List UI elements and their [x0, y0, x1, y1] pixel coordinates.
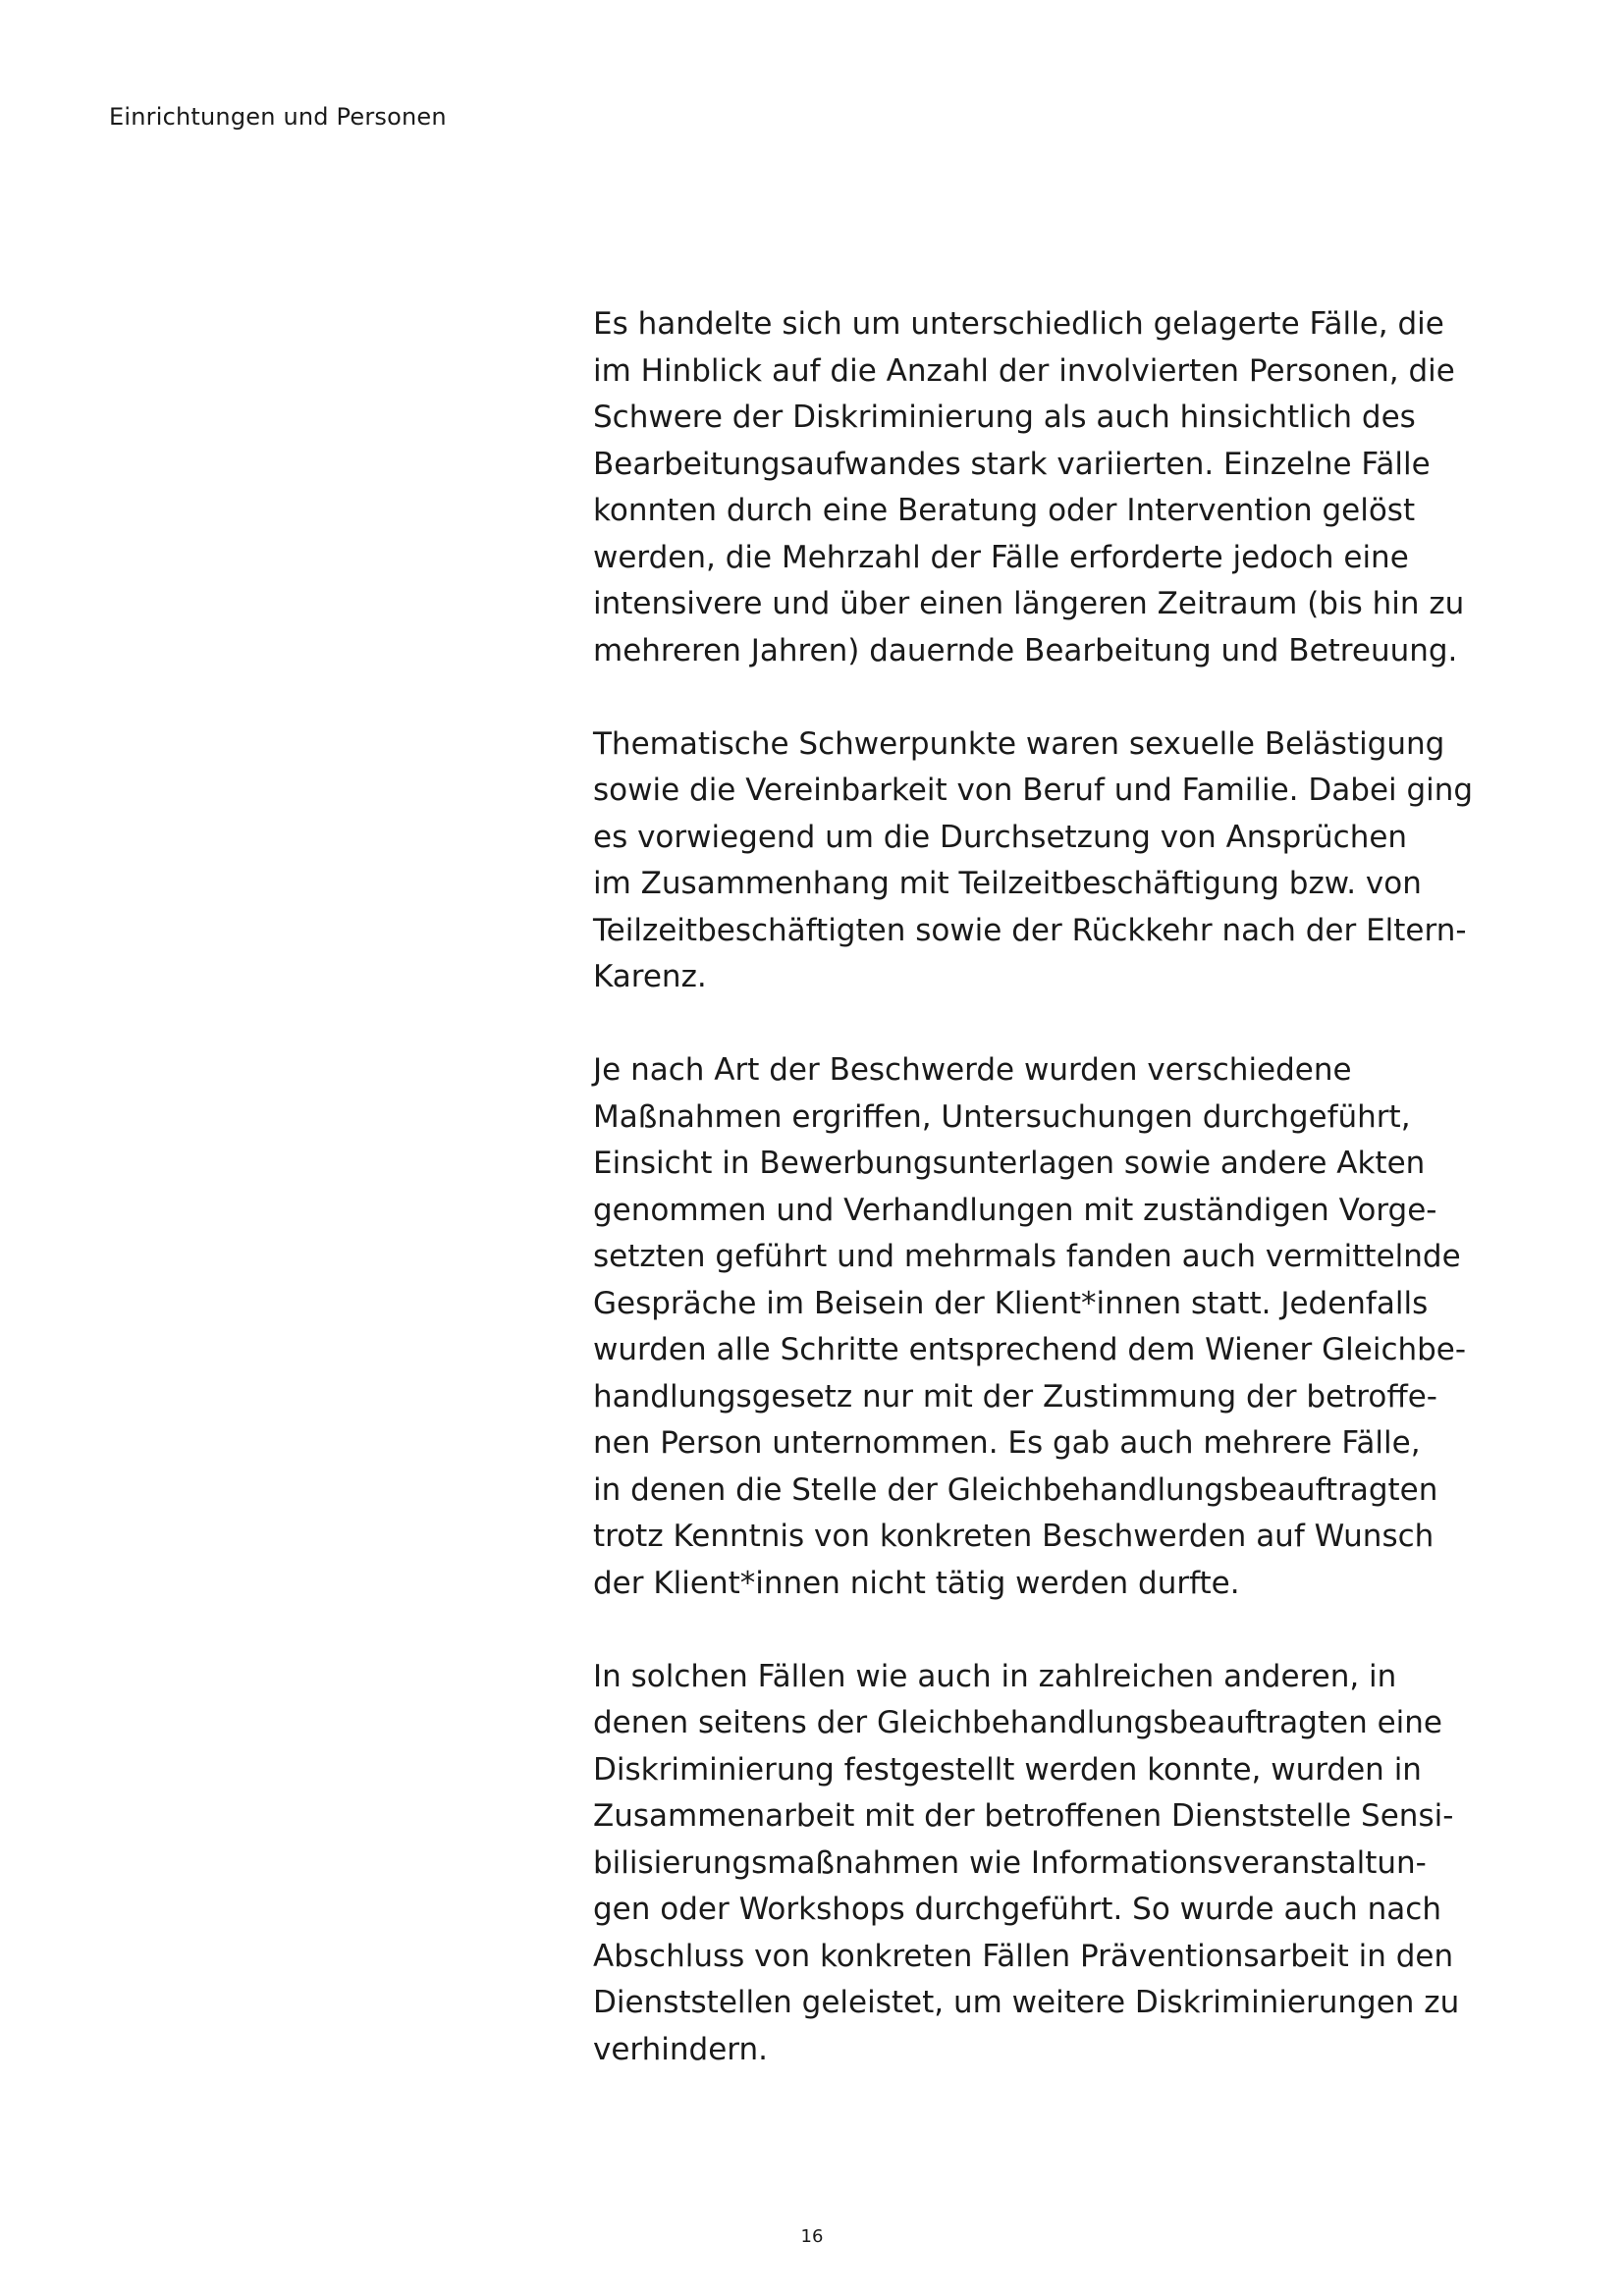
text-line: trotz Kenntnis von konkreten Beschwerden auf Wunsch: [593, 1519, 1435, 1554]
paragraph: [593, 1047, 1575, 1607]
text-line: Bearbeitungsaufwandes stark variierten. Einzelne Fälle: [593, 446, 1431, 482]
text-line: wurden alle Schritte entsprechend dem Wiener Gleichbe-: [593, 1332, 1467, 1367]
text-line: Schwere der Diskriminierung als auch hinsichtlich des: [593, 400, 1416, 435]
text-line: im Hinblick auf die Anzahl der involvierten Personen, die: [593, 352, 1455, 389]
text-line: sowie die Vereinbarkeit von Beruf und Familie. Dabei ging: [593, 773, 1474, 808]
text-line: Karenz.: [593, 959, 707, 994]
text-line: Diskriminierung festgestellt werden konnte, wurden in: [593, 1751, 1422, 1788]
text-line: im Zusammenhang mit Teilzeitbeschäftigung bzw. von: [593, 866, 1422, 901]
text-line: werden, die Mehrzahl der Fälle erforderte jedoch eine: [593, 539, 1409, 575]
text-line: intensivere und über einen längeren Zeitraum (bis hin zu: [593, 586, 1465, 621]
text-line: Maßnahmen ergriffen, Untersuchungen durchgeführt,: [593, 1098, 1411, 1135]
text-line: bilisierungsmaßnahmen wie Informationsveranstaltun-: [593, 1844, 1427, 1881]
paragraph: [593, 301, 1575, 674]
text-line: nen Person unternommen. Es gab auch mehrere Fälle,: [593, 1425, 1421, 1461]
text-line: In solchen Fällen wie auch in zahlreichen anderen, in: [593, 1658, 1397, 1694]
text-line: mehreren Jahren) dauernde Bearbeitung und Betreuung.: [593, 632, 1458, 668]
text-line: Zusammenarbeit mit der betroffenen Dienststelle Sensi-: [593, 1798, 1454, 1834]
page-number: 16: [800, 2226, 824, 2247]
text-line: gen oder Workshops durchgeführt. So wurde auch nach: [593, 1892, 1441, 1927]
body-text: [593, 301, 1575, 2120]
text-line: Abschluss von konkreten Fällen Präventionsarbeit in den: [593, 1938, 1454, 1974]
text-line: setzten geführt und mehrmals fanden auch vermittelnde: [593, 1239, 1461, 1274]
text-line: Thematische Schwerpunkte waren sexuelle Belästigung: [593, 725, 1445, 762]
text-line: konnten durch eine Beratung oder Intervention gelöst: [593, 493, 1416, 528]
text-line: Dienststellen geleistet, um weitere Diskriminierungen zu: [593, 1985, 1460, 2020]
text-line: Je nach Art der Beschwerde wurden verschiedene: [593, 1052, 1352, 1088]
text-line: Einsicht in Bewerbungsunterlagen sowie andere Akten: [593, 1146, 1426, 1181]
running-header: Einrichtungen und Personen: [109, 103, 447, 131]
text-line: verhindern.: [593, 2031, 768, 2067]
text-line: Teilzeitbeschäftigten sowie der Rückkehr nach der Eltern-: [593, 912, 1467, 948]
text-line: in denen die Stelle der Gleichbehandlungsbeauftragten: [593, 1471, 1438, 1508]
text-line: denen seitens der Gleichbehandlungsbeauftragten eine: [593, 1705, 1442, 1740]
paragraph: [593, 721, 1575, 1001]
text-line: Es handelte sich um unterschiedlich gelagerte Fälle, die: [593, 306, 1444, 342]
text-line: genommen und Verhandlungen mit zuständigen Vorge-: [593, 1192, 1437, 1228]
paragraph: [593, 1654, 1575, 2074]
text-line: handlungsgesetz nur mit der Zustimmung der betroffe-: [593, 1378, 1437, 1415]
text-line: der Klient*innen nicht tätig werden durfte.: [593, 1565, 1240, 1601]
text-line: es vorwiegend um die Durchsetzung von Ansprüchen: [593, 819, 1408, 855]
text-line: Gespräche im Beisein der Klient*innen statt. Jedenfalls: [593, 1285, 1429, 1321]
